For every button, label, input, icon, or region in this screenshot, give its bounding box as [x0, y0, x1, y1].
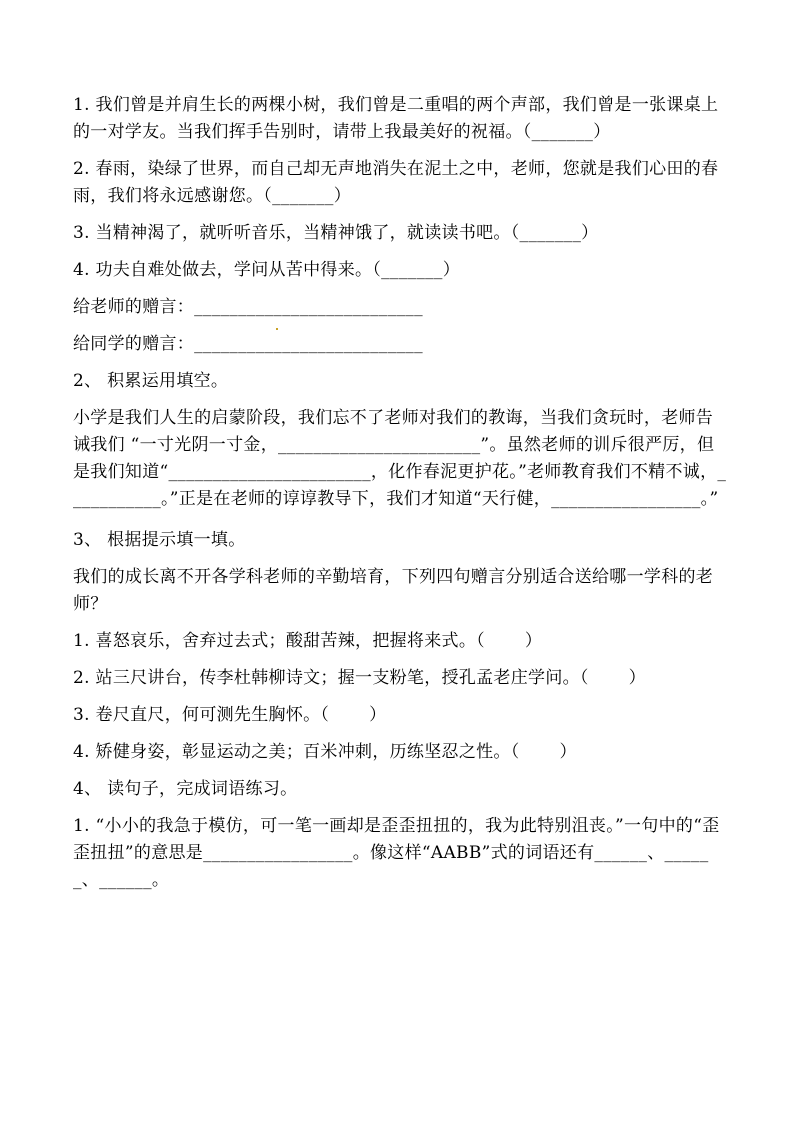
- section-2-heading: 2、 积累运用填空。: [73, 371, 229, 391]
- section-3-heading: 3、 根据提示填一填。: [73, 530, 246, 550]
- teacher-gift-line[interactable]: 给老师的赠言：__________________________: [73, 297, 423, 317]
- classmate-gift-line[interactable]: 给同学的赠言：__________________________: [73, 334, 423, 354]
- quote-item-2: 2. 春雨，染绿了世界，而自己却无声地消失在泥土之中，老师，您就是我们心田的春雨，我们将永远感谢您。（_______）: [73, 159, 719, 206]
- subject-item-3[interactable]: 3. 卷尺直尺，何可测先生胸怀。（ ）: [73, 705, 387, 725]
- stray-ink-dot: [276, 328, 278, 330]
- subject-item-1[interactable]: 1. 喜怒哀乐，舍弃过去式；酸甜苦辣，把握将来式。（ ）: [73, 631, 543, 651]
- section-3-intro: 我们的成长离不开各学科老师的辛勤培育，下列四句赠言分别适合送给哪一学科的老师？: [73, 567, 714, 614]
- subject-item-4[interactable]: 4. 矫健身姿，彰显运动之美；百米冲刺，历练坚忍之性。（ ）: [73, 742, 577, 762]
- word-exercise-item-1[interactable]: 1. “小小的我急于模仿，可一笔一画却是歪歪扭扭的，我为此特别沮丧。”一句中的“歪歪扭扭”的意思是_________________。像这样“AABB”式的词语还有______、______、______。: [73, 816, 720, 890]
- section-2-body[interactable]: 小学是我们人生的启蒙阶段，我们忘不了老师对我们的教诲，当我们贪玩时，老师告诫我们 “一寸光阴一寸金，_______________________”。虽然老师的训斥很严厉，但是我们知道“_______________________，化作春泥更护花。”老师教育我们不精不诚，___________。”正是在老师的谆谆教导下，我们才知道“天行健，_________________。”: [73, 408, 727, 509]
- subject-item-2[interactable]: 2. 站三尺讲台，传李杜韩柳诗文；握一支粉笔，授孔孟老庄学问。（ ）: [73, 668, 646, 688]
- quote-item-1: 1. 我们曾是并肩生长的两棵小树，我们曾是二重唱的两个声部，我们曾是一张课桌上的一对学友。当我们挥手告别时，请带上我最美好的祝福。（_______）: [73, 95, 719, 142]
- quote-item-4: 4. 功夫自难处做去，学问从苦中得来。（_______）: [73, 260, 461, 280]
- section-4-heading: 4、 读句子，完成词语练习。: [73, 779, 298, 799]
- worksheet-page: [73, 92, 728, 894]
- quote-item-3: 3. 当精神渴了，就听听音乐，当精神饿了，就读读书吧。（_______）: [73, 223, 599, 243]
